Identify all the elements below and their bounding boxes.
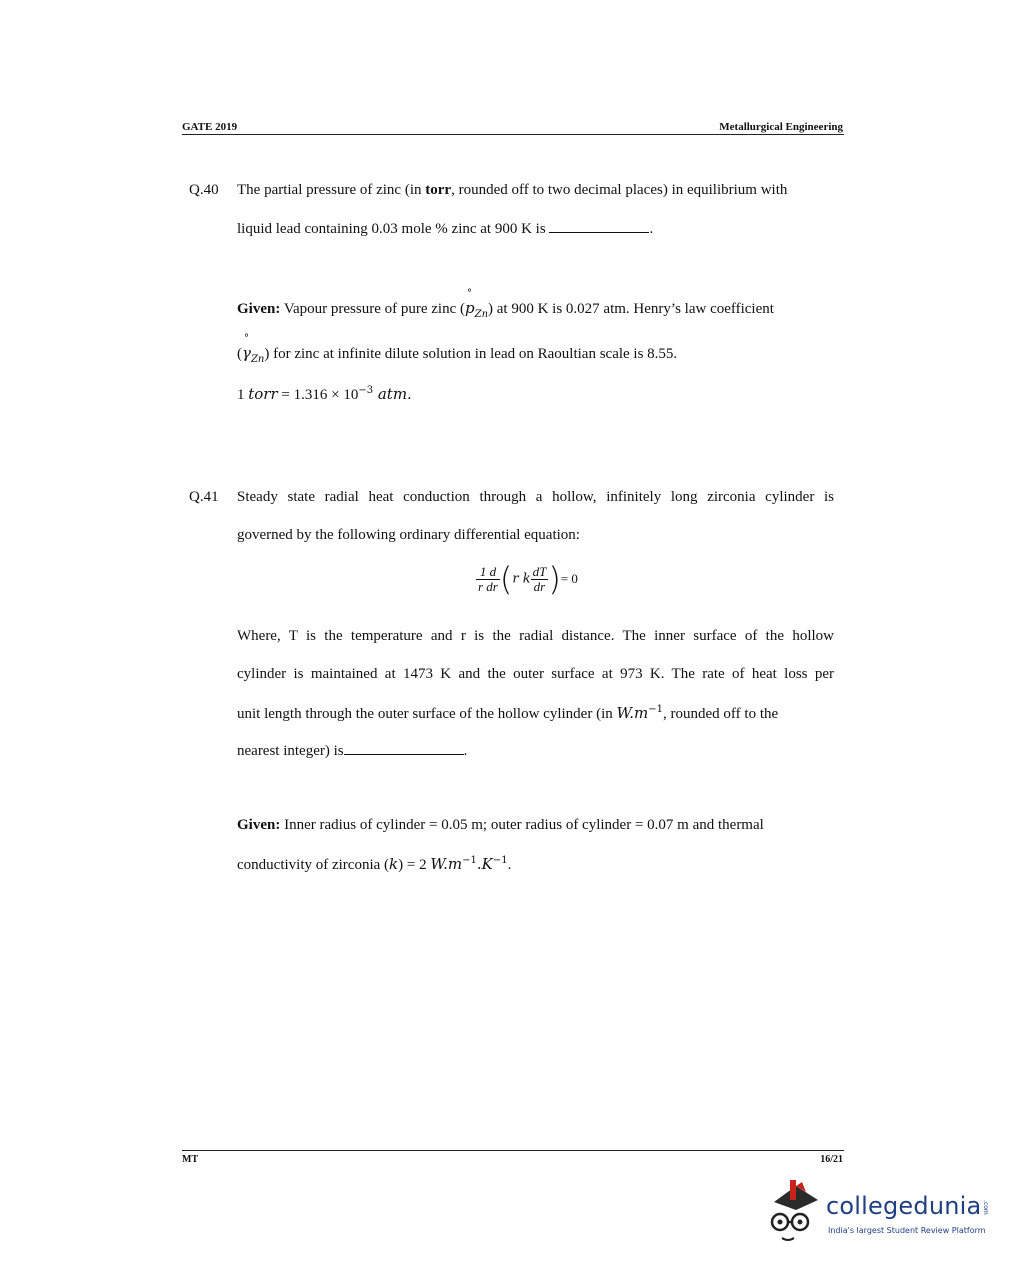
q41-line2: governed by the following ordinary differential equation: <box>237 527 580 543</box>
header-left: GATE 2019 <box>182 121 238 133</box>
q41-number: Q.41 <box>189 489 219 505</box>
q41-equation: $\frac{1 d}{\text{r dr}}$ (r k $\frac{dT}{dr}$ )= 0 <box>478 560 578 598</box>
q41-given-line1: Given: Inner radius of cylinder = 0.05 m; outer radius of cylinder = 0.07 m and thermal <box>237 817 764 833</box>
q41-line1: Steady state radial heat conduction through a hollow, infinitely long zirconia cylinder is <box>237 489 834 505</box>
eq-fraction-2: $\frac{dT}{dr}$ <box>532 563 547 594</box>
q40-line1: The partial pressure of zinc (in torr, rounded off to two decimal places) in equilibrium with <box>237 182 788 198</box>
footer-left: MT <box>182 1154 199 1165</box>
q40-answer-blank <box>549 220 649 233</box>
logo-com: .com <box>982 1200 989 1215</box>
logo-name: collegedunia <box>826 1192 982 1220</box>
header-right: Metallurgical Engineering <box>719 121 843 133</box>
q41-where-line2: cylinder is maintained at 1473 K and the outer surface at 973 K. The rate of heat loss per <box>237 666 834 682</box>
q41-where-line3: unit length through the outer surface of the hollow cylinder (in $W.m^{-1}$, rounded off to the <box>237 704 779 722</box>
logo-tagline: India's largest Student Review Platform <box>828 1226 986 1235</box>
q40-given-label: Given: <box>237 301 281 317</box>
footer-right: 16/21 <box>820 1154 843 1165</box>
mascot-svg <box>766 1178 826 1248</box>
q40-torr-bold: torr <box>425 182 452 198</box>
q41-given-line2: conductivity of zirconia (k) = 2 $W.m^{-1}.K^{-1}$. <box>237 855 512 873</box>
footer-rule <box>182 1150 844 1151</box>
header-rule <box>182 134 844 135</box>
q41-answer-blank <box>344 742 464 755</box>
q40-number: Q.40 <box>189 182 219 198</box>
q41-where-line1: Where, T is the temperature and r is the radial distance. The inner surface of the hollow <box>237 628 834 644</box>
q40-gamma-symbol: ° γ <box>242 344 251 362</box>
collegedunia-mascot-icon <box>766 1178 826 1248</box>
q40-p-symbol: ° p <box>465 299 475 317</box>
eq-fraction-1: $\frac{1 d}{\text{r dr}}$ <box>478 563 498 594</box>
q40-line2: liquid lead containing 0.03 mole % zinc at 900 K is . <box>237 221 654 237</box>
q40-conversion: 1 torr = $1.316 \times 10^{-3}$ atm. <box>237 385 412 403</box>
q41-where-line4: nearest integer) is . <box>237 743 468 759</box>
q40-given-line1: Given: Vapour pressure of pure zinc (° $p_{Zn}$) at 900 K is 0.027 atm. Henry’s law coefficient <box>237 299 774 320</box>
q40-given-line2: (° $\gamma_{Zn}$) for zinc at infinite dilute solution in lead on Raoultian scale is 8.55. <box>237 344 677 365</box>
q41-given-label: Given: <box>237 817 281 833</box>
